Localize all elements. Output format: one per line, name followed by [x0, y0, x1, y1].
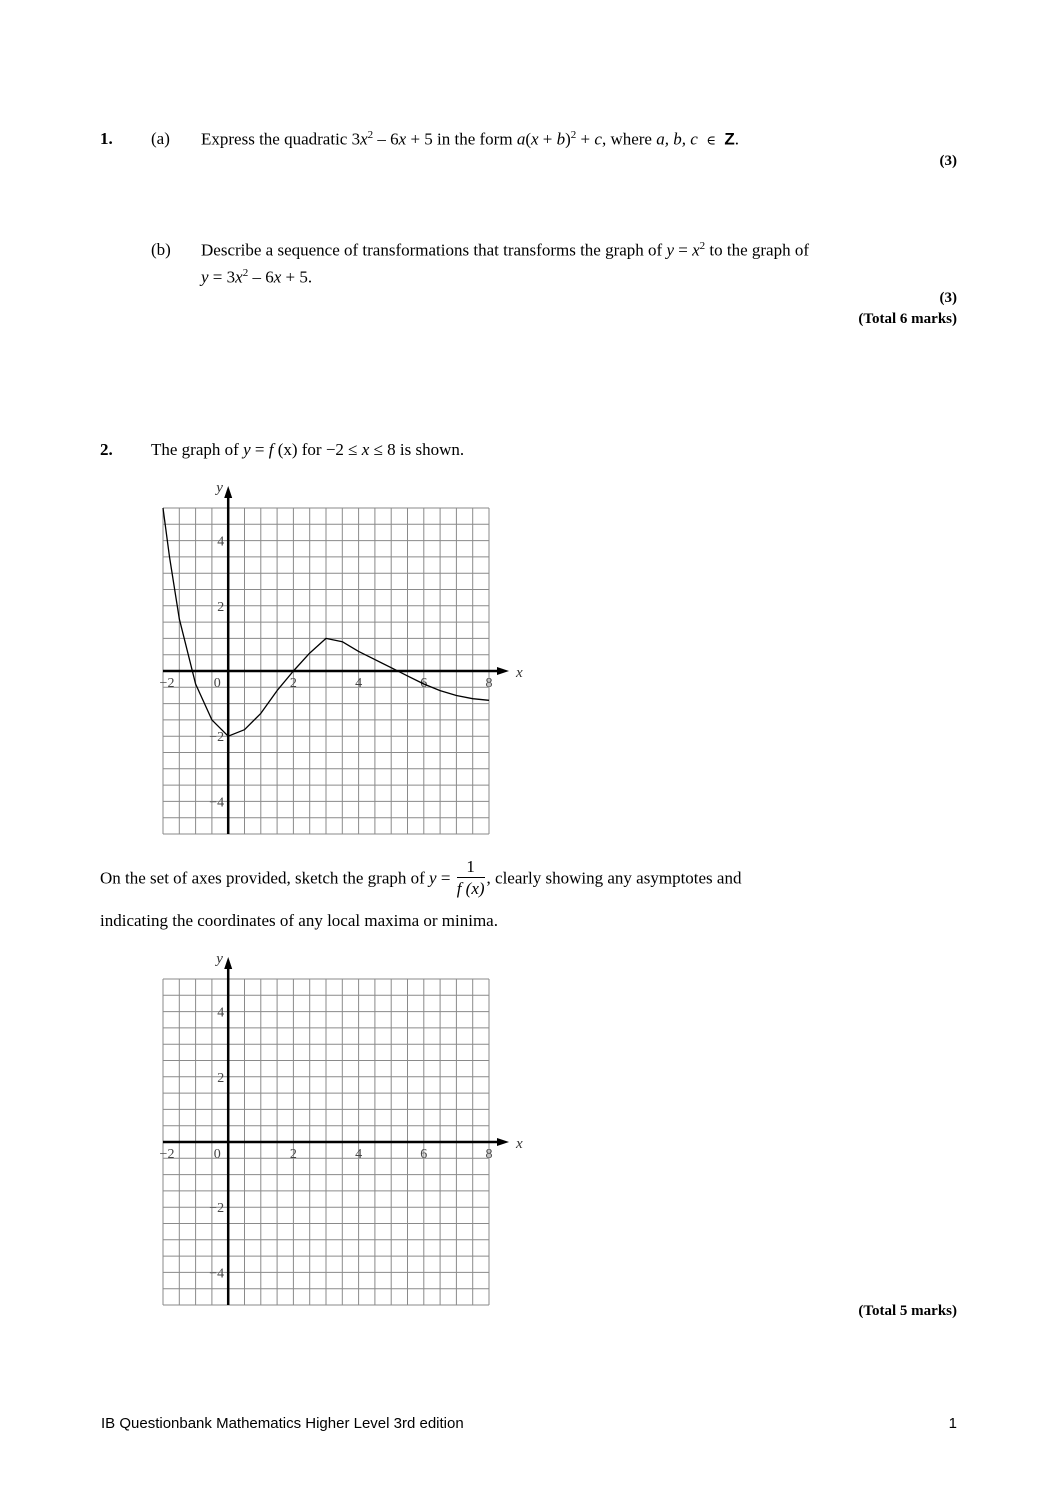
y-tick-label: 4	[217, 534, 225, 550]
y-axis-label: y	[216, 951, 223, 967]
y-tick-label: −2	[209, 1201, 225, 1217]
x-axis-arrow	[497, 1138, 509, 1146]
question-1b-label: (b)	[151, 240, 171, 259]
footer-source: IB Questionbank Mathematics Higher Level 3rd edition	[101, 1415, 464, 1432]
question-1a-marks: (3)	[939, 153, 957, 169]
x-tick-label: −2	[159, 676, 175, 691]
x-axis-label: x	[516, 665, 523, 681]
x-tick-label: 4	[355, 676, 363, 691]
question-2-sketch-instruction: On the set of axes provided, sketch the graph of y = $\frac{1}{f (x)}$ , clearly showing any asymptotes and	[100, 857, 742, 898]
question-1b-line-1: Describe a sequence of transformations that transforms the graph of $y = x^2$ to the graph of	[201, 240, 809, 260]
x-tick-label: 6	[420, 676, 428, 691]
y-axis-label: y	[216, 480, 223, 496]
function-graph	[140, 472, 540, 840]
y-tick-label: 2	[217, 599, 225, 615]
question-1b-marks: (3)	[939, 290, 957, 306]
y-tick-label: −2	[209, 730, 225, 746]
question-2-intro: The graph of y = f (x) for −2 ≤ x ≤ 8 is shown.	[151, 440, 465, 459]
y-axis-arrow	[224, 957, 232, 969]
x-tick-label: 8	[485, 1147, 493, 1162]
question-1-total-marks: (Total 6 marks)	[858, 311, 957, 327]
x-tick-label: 0	[213, 1147, 221, 1162]
question-1-number: 1.	[100, 129, 113, 148]
x-axis-arrow	[497, 667, 509, 675]
y-axis-arrow	[224, 486, 232, 498]
x-tick-label: 6	[420, 1147, 428, 1162]
x-tick-label: 2	[289, 1147, 297, 1162]
x-tick-label: 8	[485, 676, 493, 691]
reciprocal-fraction: $\frac{1}{f (x)}$	[456, 857, 485, 898]
x-tick-label: 0	[213, 676, 221, 691]
x-axis-label: x	[516, 1136, 523, 1152]
question-1b-line-2: $y = 3x^2 - 6x + 5$.	[201, 267, 313, 287]
question-2-sketch-instruction-line-2: indicating the coordinates of any local maxima or minima.	[100, 911, 498, 930]
y-tick-label: 2	[217, 1070, 225, 1086]
question-1a-label: (a)	[151, 129, 170, 148]
x-tick-label: 4	[355, 1147, 363, 1162]
x-tick-label: 2	[289, 676, 297, 691]
y-tick-label: −4	[209, 1266, 225, 1282]
x-tick-label: −2	[159, 1147, 175, 1162]
blank-answer-axes[interactable]	[140, 943, 540, 1311]
question-2-total-marks: (Total 5 marks)	[858, 1303, 957, 1319]
question-1a-text: Express the quadratic $3x^2 - 6x + 5$ in the form $a(x + b)^2 + c$, where a, b, c ∈ Z.	[201, 129, 740, 149]
question-2-number: 2.	[100, 440, 113, 459]
y-tick-label: −4	[209, 795, 225, 811]
page-number: 1	[948, 1415, 957, 1432]
y-tick-label: 4	[217, 1005, 225, 1021]
